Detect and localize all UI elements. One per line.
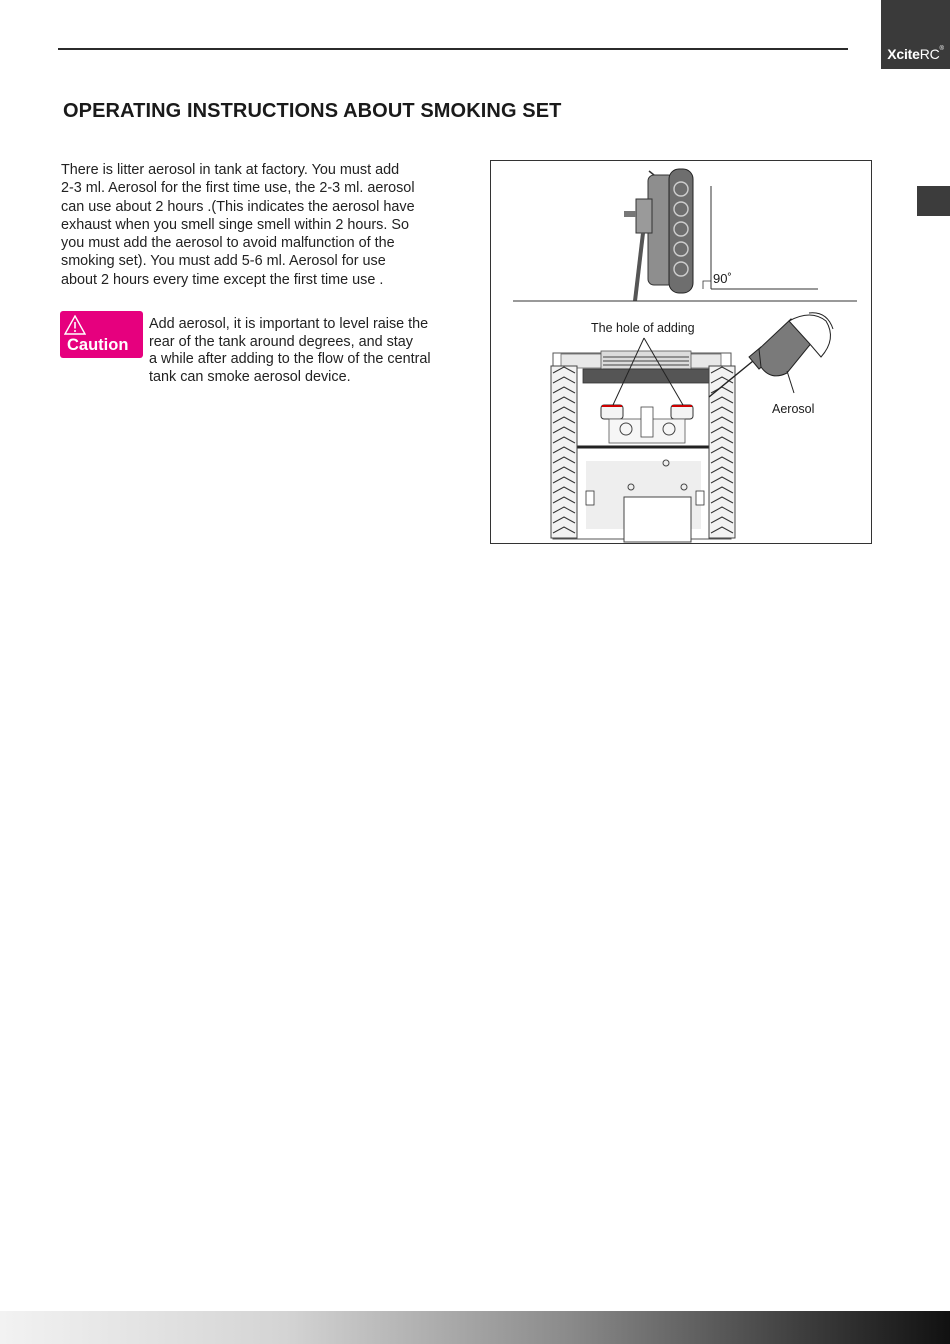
brand-tab bbox=[881, 0, 950, 69]
hole-callout-label: The hole of adding bbox=[591, 321, 695, 335]
brand-logo: XciteRC® bbox=[887, 46, 944, 62]
footer-gradient-bar bbox=[0, 1311, 950, 1344]
aerosol-callout-label: Aerosol bbox=[772, 402, 815, 416]
angle-label: 90˚ bbox=[713, 271, 732, 286]
warning-triangle-icon bbox=[64, 315, 86, 335]
tank-illustration bbox=[491, 161, 871, 543]
caution-badge bbox=[60, 311, 143, 358]
tank-top-view bbox=[551, 338, 735, 542]
header-rule bbox=[58, 48, 848, 50]
section-marker bbox=[917, 186, 950, 216]
page-title: OPERATING INSTRUCTIONS ABOUT SMOKING SET bbox=[63, 100, 562, 122]
intro-paragraph: There is litter aerosol in tank at factory. You must add 2-3 ml. Aerosol for the first time use, the 2-3 ml. aerosol can use about 2 hours .(This indicates the aerosol have exhaust when you smell singe smell within 2 hours. So you must add the aerosol to avoid malfunction of the smoking set). You must add 5-6 ml. Aerosol for use about 2 hours every time except the first time use . bbox=[61, 162, 415, 288]
caution-label: Caution bbox=[67, 336, 129, 354]
smoking-set-figure bbox=[490, 160, 872, 544]
caution-text: Add aerosol, it is important to level raise the rear of the tank around degrees, and stay a while after adding to the flow of the central tank can smoke aerosol device. bbox=[149, 316, 431, 385]
